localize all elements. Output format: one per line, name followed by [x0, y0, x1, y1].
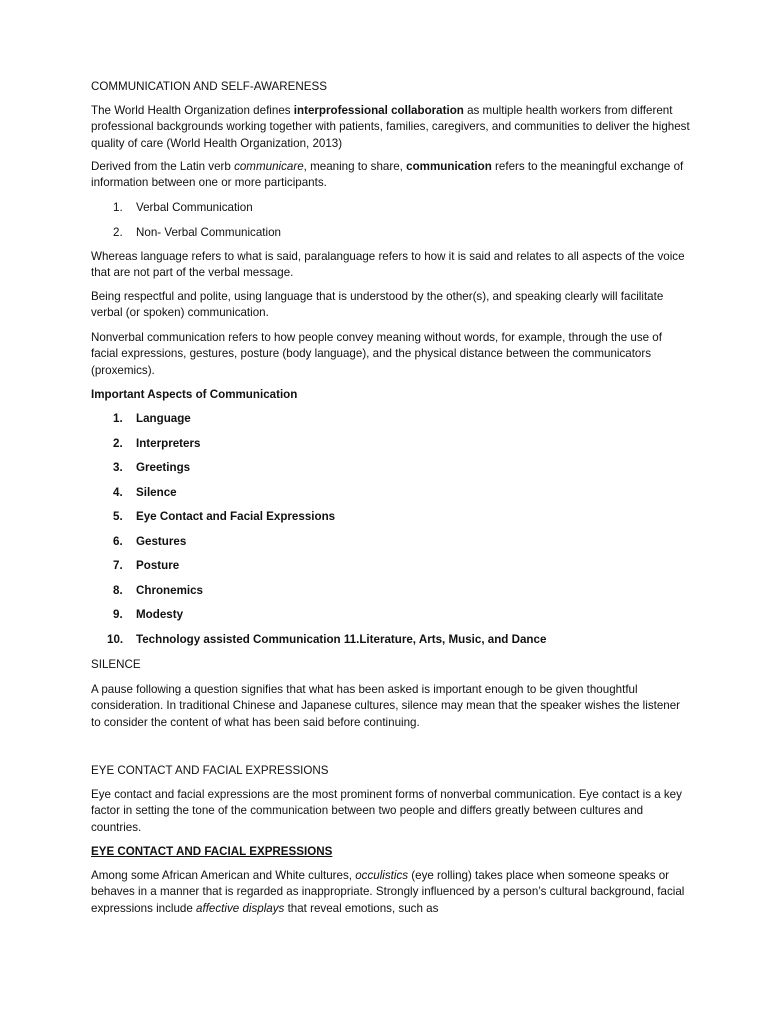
list-item: [91, 485, 546, 510]
list-item-text: Technology assisted Communication 11.Literature, Arts, Music, and Dance: [136, 632, 547, 646]
paragraph-communication-definition: [91, 159, 691, 192]
p1-post: as multiple health workers from different professional backgrounds working together with patients, families, caregivers, and communities to deliver the highest quality of care (World Health Organization, 2013): [91, 104, 690, 150]
p8-post: that reveal emotions, such as: [284, 901, 439, 915]
list-item-number: 7.: [113, 559, 123, 572]
p8-mid: (eye rolling) takes place when someone speaks or behaves in a manner that is regarded as inappropriate. Strongly influenced by a person’s cultural background, facial expressions include: [91, 869, 685, 915]
paragraph-eye-contact: Eye contact and facial expressions are the most prominent forms of nonverbal communication. Eye contact is a key factor in setting the tone of the communication between two people and differs greatly between cultures and countries.: [91, 788, 682, 834]
list-item: [91, 509, 546, 534]
list-item: [91, 225, 281, 250]
list-item-text: Posture: [136, 559, 180, 572]
list-item-text: Non- Verbal Communication: [136, 225, 281, 239]
p8-italic-term-2: affective displays: [196, 901, 285, 915]
list-item-number: 9.: [113, 608, 123, 621]
list-item-number: 3.: [113, 461, 123, 474]
list-item: [91, 558, 546, 583]
list-item: [91, 436, 546, 461]
list-item-text: Eye Contact and Facial Expressions: [136, 510, 336, 523]
list-item-text: Verbal Communication: [136, 201, 253, 214]
list-item-number: 1.: [113, 412, 123, 425]
list-item: [91, 534, 546, 559]
aspects-list: [91, 411, 546, 656]
p1-bold-term: interprofessional collaboration: [293, 104, 464, 117]
list-item-text: Modesty: [136, 608, 184, 621]
list-item-text: Greetings: [136, 461, 191, 474]
list-item-text: Silence: [136, 485, 177, 499]
list-item-number: 4.: [113, 485, 123, 499]
list-item-text: Chronemics: [136, 583, 204, 597]
paragraph-paralanguage: Whereas language refers to what is said, paralanguage refers to how it is said and relates to all aspects of the voice that are not part of the verbal message.: [91, 250, 685, 280]
list-item-number: 1.: [113, 201, 123, 214]
list-item: [91, 411, 546, 436]
p2-pre: Derived from the Latin verb: [91, 160, 235, 173]
communication-types-list: [91, 200, 281, 249]
paragraph-silence: A pause following a question signifies that what has been asked is important enough to be given thoughtful consideration. In traditional Chinese and Japanese cultures, silence may mean that the speaker wishes the listener to consider the content of what has been said before continuing.: [91, 683, 681, 729]
aspects-heading: Important Aspects of Communication: [91, 388, 298, 401]
p2-mid: , meaning to share,: [303, 160, 407, 173]
paragraph-occulistics: [91, 868, 691, 917]
list-item-number: 2.: [113, 436, 123, 450]
p2-bold-term: communication: [406, 160, 492, 173]
p8-pre: Among some African American and White cultures,: [91, 869, 356, 882]
list-item: [91, 607, 546, 632]
eye-contact-heading-underlined: EYE CONTACT AND FACIAL EXPRESSIONS: [91, 845, 333, 858]
list-item-text: Language: [136, 412, 191, 425]
list-item: [91, 583, 546, 608]
p1-pre: The World Health Organization defines: [91, 104, 294, 117]
main-heading: COMMUNICATION AND SELF-AWARENESS: [91, 80, 327, 93]
p2-italic-term: communicare: [234, 160, 304, 173]
paragraph-nonverbal: Nonverbal communication refers to how people convey meaning without words, for example, through the use of facial expressions, gestures, posture (body language), and the physical distance between the communicators (proxemics).: [91, 331, 662, 377]
list-item-number: 10.: [107, 632, 124, 646]
list-item: [91, 460, 546, 485]
paragraph-verbal: Being respectful and polite, using language that is understood by the other(s), and speaking clearly will facilitate verbal (or spoken) communication.: [91, 290, 664, 320]
eye-contact-heading: EYE CONTACT AND FACIAL EXPRESSIONS: [91, 764, 329, 777]
list-item-number: 5.: [113, 510, 123, 523]
list-item-number: 6.: [113, 534, 123, 548]
list-item-number: 8.: [113, 583, 123, 597]
list-item-text: Interpreters: [136, 436, 201, 450]
list-item: [91, 200, 281, 225]
list-item: [91, 632, 546, 657]
paragraph-interprofessional: [91, 103, 691, 152]
silence-heading: SILENCE: [91, 658, 141, 671]
list-item-number: 2.: [113, 225, 123, 239]
p2-post: refers to the meaningful exchange of information between one or more participants.: [91, 160, 684, 190]
p8-italic-term: occulistics: [355, 869, 409, 882]
list-item-text: Gestures: [136, 534, 187, 548]
